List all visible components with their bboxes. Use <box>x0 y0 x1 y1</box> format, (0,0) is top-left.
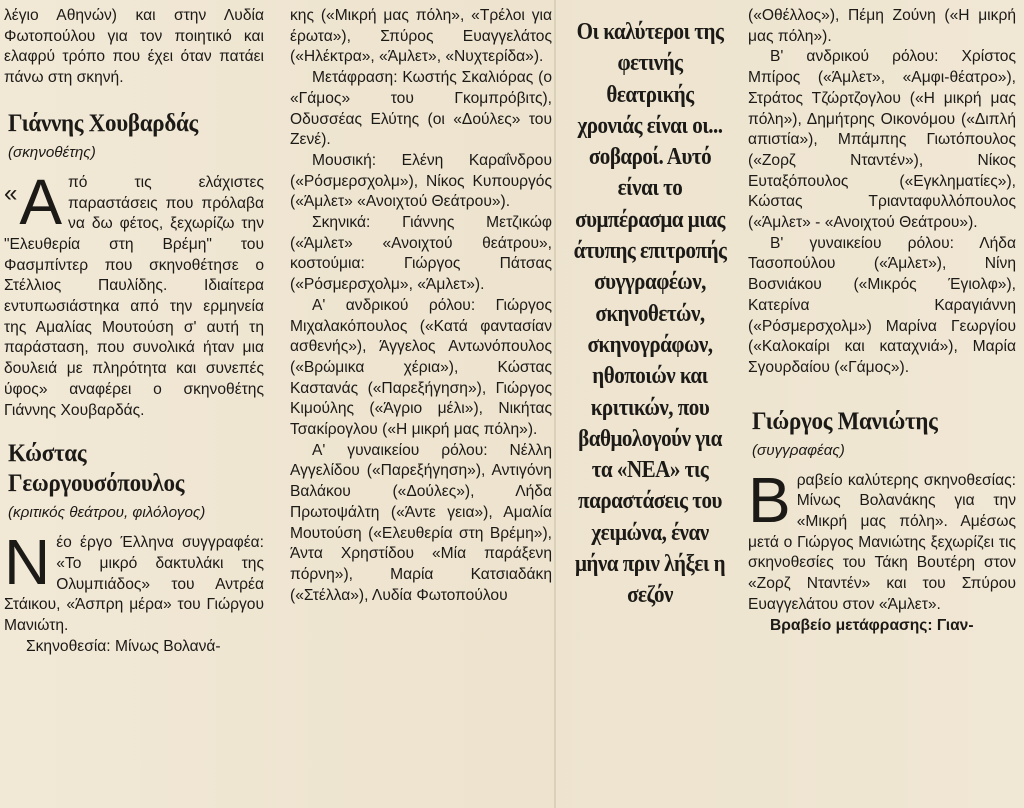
person1-statement <box>4 165 264 421</box>
person2-drop-cap: Ν <box>4 526 51 599</box>
col2-lead-actress: Α' γυναικείου ρόλου: Νέλλη Αγγελίδου («Παρεξήγηση»), Αντιγόνη Βαλάκου («Δούλες»), Λήδα Πρωτοψάλτη («Άντε γεια»), Αμαλία Μουτούση («Ελευθερία στη Βρέμη»), Άντα Χρηστίδου «Μία παράξενη πόρνη»), Μαρία Κατσιαδάκη («Στέλλα»), Λυδία Φωτοπούλου <box>290 441 552 604</box>
headline-line: ηθοποιών και <box>592 362 708 390</box>
col2-music: Μουσική: Ελένη Καραΐνδρου («Ρόσμερσχολμ»), Νίκος Κυπουργός («Άμλετ» «Ανοιχτού Θεάτρου»). <box>290 151 552 211</box>
col2-translation: Μετάφραση: Κωστής Σκαλιόρας (ο «Γάμος» του Γκομπρόβιτς), Οδυσσέας Ελύτης (οι «Δούλες» του Ζενέ). <box>290 69 552 149</box>
col2-lead-actor: Α' ανδρικού ρόλου: Γιώργος Μιχαλακόπουλος («Κατά φαντασίαν ασθενής»), Άγγελος Αντωνόπουλος («Βρώμικα χέρια»), Κώστας Καστανάς («Παρεξήγηση»), Γιώργος Κιμούλης («Άγριο μέλι»), Νικήτας Τσακίρογλου («Η μικρή μας πόλη»). <box>290 296 552 439</box>
headline-line: χρονιάς είναι οι... <box>577 111 723 139</box>
headline-line: βαθμολογούν για <box>578 424 722 452</box>
person3-drop-cap: Β <box>748 463 791 536</box>
headline-line: Οι καλύτεροι της <box>576 18 724 45</box>
person2-name-last: Γεωργουσόπουλος <box>8 470 185 498</box>
headline-line: χειμώνα, έναν <box>591 518 709 546</box>
col1-top-text: λέγιο Αθηνών) και στην Λυδία Φωτοπούλου για τον ποιητικό και ελαφρύ τρόπο που έχει όταν πατάει πάνω στη σκηνή. <box>4 7 264 87</box>
person2-text-2: Σκηνοθεσία: Μίνως Βολανά- <box>26 637 221 655</box>
col2-p1: κης («Μικρή μας πόλη», «Τρέλοι για έρωτα»), Σπύρος Ευαγγελάτος («Ηλέκτρα», «Άμλετ», «Νυχτερίδα»). <box>290 7 552 66</box>
col4-supporting-actress: Β' γυναικείου ρόλου: Λήδα Τασοπούλου («Άμλετ»), Νίνη Βοσνιάκου («Μικρός Έγιολφ»), Κατερίνα Καραγιάννη («Ρόσμερσχολμ») Μαρίνα Γεωργίου («Καλοκαίρι και καταχνιά»), Μαρία Σγουρδαίου («Γάμος»). <box>748 234 1016 376</box>
person2-name <box>8 439 244 499</box>
col4-p1: («Οθέλλος»), Πέμη Ζούνη («Η μικρή μας πόλη»). <box>748 7 1016 45</box>
headline-line: σεζόν <box>627 581 673 609</box>
person1-text: πό τις ελάχιστες παραστάσεις που πρόλαβα να δω φέτος, ξεχωρίζω την "Ελευθερία στη Βρέμη" του Φασμπίντερ που σκηνοθέτησε ο Στέλλιος Παυλίδης. Ιδιαίτερα εντυπωσιάστηκα από την ερμηνεία της Αμαλίας Μουτούση σ' αυτή τη παράσταση, που συνολικά ήταν μια δουλειά με πληρότητα και συνεπές ύφος» αναφέρει ο σκηνοθέτης Γιάννης Χουβαρδάς. <box>4 173 264 419</box>
column-fold <box>554 0 556 808</box>
person3-role: (συγγραφέας) <box>752 441 845 459</box>
column-2 <box>290 6 552 606</box>
person2-role: (κριτικός θεάτρου, φιλόλογος) <box>8 504 206 522</box>
headline-line: θεατρικής <box>606 80 694 108</box>
person3-statement <box>748 463 1016 616</box>
person3-name: Γιώργος Μανιώτης <box>752 407 938 435</box>
headline-line: μήνα πριν λήξει η <box>574 550 726 578</box>
headline-line: τα «ΝΕΑ» τις <box>591 456 709 484</box>
headline <box>560 16 740 611</box>
person2-statement <box>4 526 264 637</box>
headline-line: σκηνογράφων, <box>587 330 713 358</box>
person1-open-quote: « <box>4 179 18 207</box>
headline-line: σκηνοθετών, <box>595 299 705 327</box>
headline-line: συμπέρασμα μιας <box>575 205 725 233</box>
headline-line: άτυπης επιτροπής <box>573 237 727 265</box>
person3-text: ραβείο καλύτερης σκηνοθεσίας: Μίνως Βολανάκης για την «Μικρή μας πόλη». Αμέσως μετά ο Γιώργος Μανιώτης ξεχωρίζει τις σκηνοθεσίες του Τάκη Βουτέρη στον «Ζορζ Νταντέν» και του Σπύρου Ευαγγελάτου στον «Άμλετ». <box>748 471 1016 613</box>
headline-line: παραστάσεις του <box>578 487 722 515</box>
col2-sets: Σκηνικά: Γιάννης Μετζικώφ («Άμλετ» «Ανοιχτού θεάτρου», κοστούμια: Γιώργος Πάτσας («Ρόσμερσχολμ», «Άμλετ»). <box>290 214 552 294</box>
person2-name-first: Κώστας <box>8 440 87 468</box>
person1-role: (σκηνοθέτης) <box>8 143 96 161</box>
headline-line: κριτικών, που <box>590 393 710 421</box>
col4-supporting-actor: Β' ανδρικού ρόλου: Χρίστος Μπίρος («Άμλετ», «Αμφι-θέατρο»), Στράτος Τζώρτζογλου («Η μικρή μας πόλη»), Δημήτρης Οικονόμου («Διπλή απιστία»), Μπάμπης Γιωτόπουλος («Ζορζ Νταντέν»), Νίκος Ευταξόπουλος («Εγκληματίες»), Κώστας Τριανταφυλλόπουλος («Άμλετ» - «Ανοιχτού Θεάτρου»). <box>748 48 1016 232</box>
person2-text: έο έργο Έλληνα συγγραφέα: «Το μικρό δακτυλάκι της Ολυμπιάδος» του Αντρέα Στάικου, «Άσπρη μέρα» του Γιώργου Μανιώτη. <box>4 534 264 635</box>
column-1 <box>4 6 264 657</box>
headline-line: φετινής <box>617 49 683 77</box>
headline-line: σοβαροί. Αυτό <box>588 143 712 171</box>
column-3-headline <box>560 6 740 611</box>
person3-last-line: Βραβείο μετάφρασης: Γιαν- <box>770 616 974 634</box>
person1-name: Γιάννης Χουβαρδάς <box>8 109 198 137</box>
person1-drop-cap: Α <box>19 165 63 238</box>
headline-line: είναι το <box>617 174 683 202</box>
column-4 <box>748 6 1016 636</box>
headline-line: συγγραφέων, <box>594 268 706 296</box>
